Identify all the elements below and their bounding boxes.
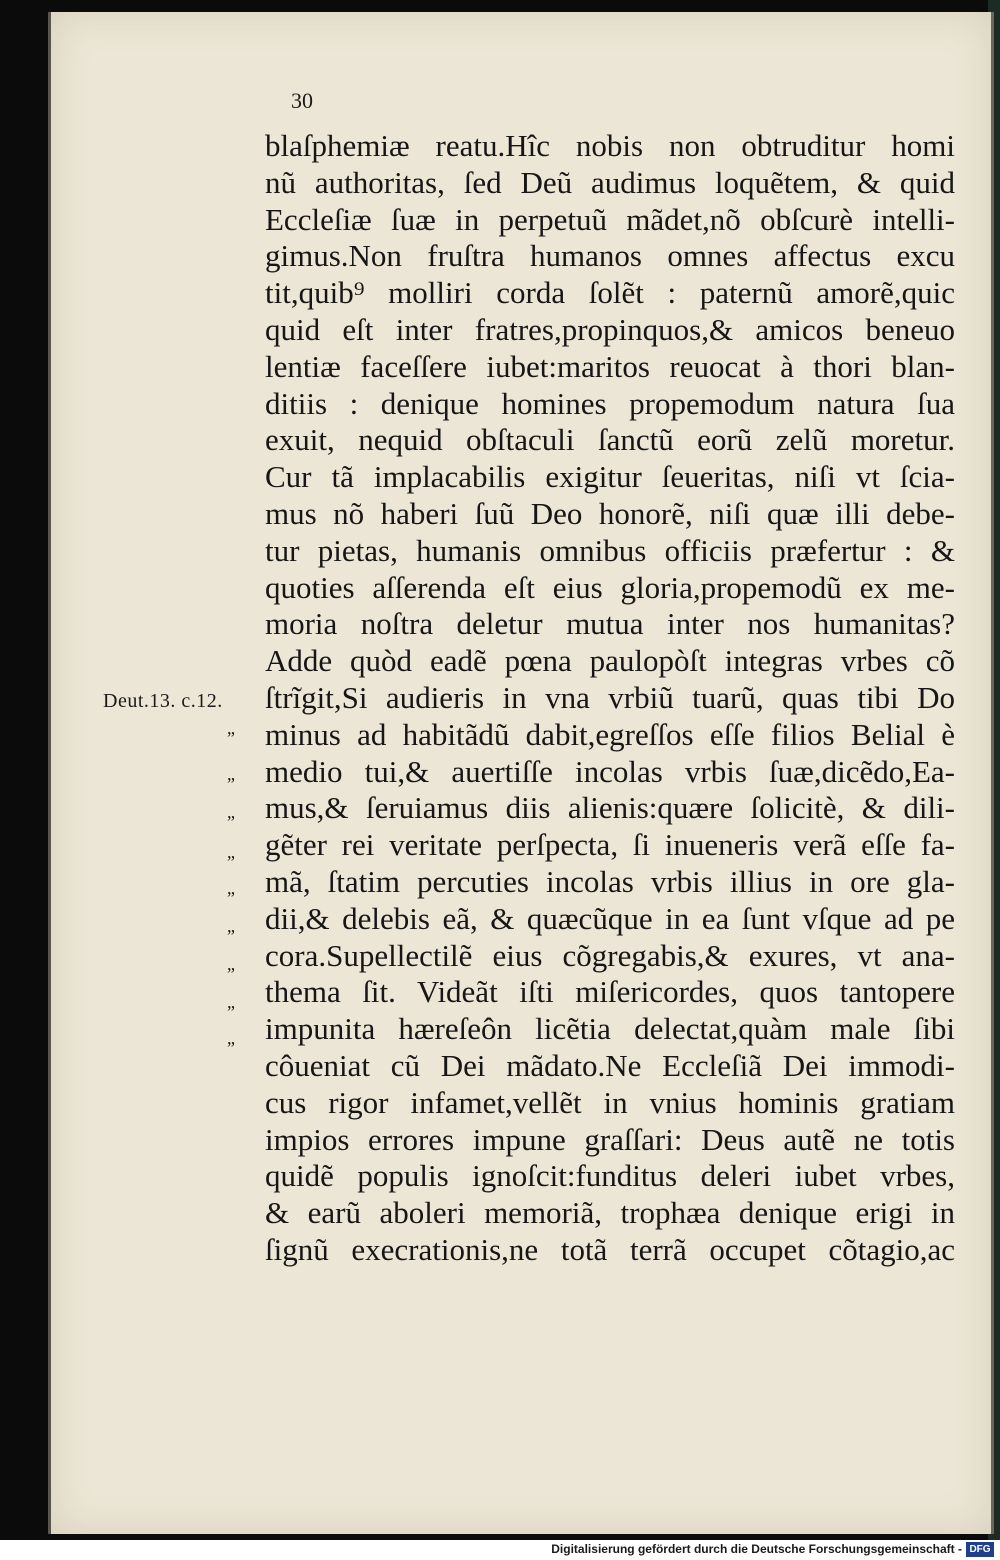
text-line: lentiæ faceſſere iubet:maritos reuocat à thori blan-	[265, 348, 955, 384]
funding-credit: Digitalisierung gefördert durch die Deutsche Forschungsgemeinschaft -	[551, 1542, 962, 1556]
text-line: côueniat cũ Dei mãdato.Ne Eccleſiã Dei immodi-	[265, 1047, 955, 1083]
text-line: gẽter rei veritate perſpecta, ſi inueneris verã eſſe fa-	[265, 827, 955, 863]
text-line: exuit, nequid obſtaculi ſanctũ eorũ zelũ moretur.	[265, 422, 955, 458]
margin-quote-mark: ”	[227, 1038, 235, 1058]
text-line: mus nõ haberi ſuũ Deo honorẽ, niſi quæ illi debe-	[265, 495, 955, 531]
body-text	[265, 128, 955, 1269]
margin-quote-mark: ”	[227, 852, 235, 872]
text-line: dii,& delebis eã, & quæcũque in ea ſunt vſque ad pe	[265, 900, 955, 936]
text-line: nũ authoritas, ſed Deũ audimus loquẽtem, & quid	[265, 164, 955, 200]
margin-quote-mark: ”	[227, 774, 235, 794]
text-line: & earũ aboleri memoriã, trophæa denique erigi in	[265, 1195, 955, 1231]
text-line: Eccleſiæ ſuæ in perpetuũ mãdet,nõ obſcurè intelli-	[265, 201, 955, 237]
text-line: thema ſit. Videãt iſti miſericordes, quos tantopere	[265, 974, 955, 1010]
footer-bar	[0, 1540, 1000, 1560]
page-number: 30	[291, 88, 313, 113]
text-line: quoties aſſerenda eſt eius gloria,propemodũ ex me-	[265, 569, 955, 605]
margin-quote-mark: ”	[227, 964, 235, 984]
text-line: ſtrĩgit,Si audieris in vna vrbiũ tuarũ, quas tibi Do	[265, 679, 955, 715]
text-line: moria noſtra deletur mutua inter nos humanitas?	[265, 606, 955, 642]
margin-quote-mark: ”	[227, 812, 235, 832]
text-line: mã, ſtatim percuties incolas vrbis illius in ore gla-	[265, 863, 955, 899]
text-line: blaſphemiæ reatu.Hîc nobis non obtruditur homi	[265, 128, 955, 163]
text-line: medio tui,& auertiſſe incolas vrbis ſuæ,dicẽdo,Ea-	[265, 753, 955, 789]
text-line: impunita hæreſeôn licẽtia delectat,quàm male ſibi	[265, 1011, 955, 1047]
margin-quote-mark: ”	[227, 1002, 235, 1022]
margin-reference-note: Deut.13. c.12.	[103, 690, 223, 712]
text-line: impios errores impune graſſari: Deus autẽ ne totis	[265, 1121, 955, 1157]
margin-quote-mark: ”	[227, 926, 235, 946]
margin-quote-mark: ”	[227, 728, 235, 748]
text-line: cus rigor infamet,vellẽt in vnius hominis gratiam	[265, 1084, 955, 1120]
text-line: Adde quòd eadẽ pœna paulopòſt integras vrbes cõ	[265, 643, 955, 679]
margin-quote-mark: ”	[227, 888, 235, 908]
text-line: ditiis : denique homines propemodum natura ſua	[265, 385, 955, 421]
text-line: ſignũ execrationis,ne totã terrã occupet cõtagio,ac	[265, 1231, 955, 1267]
text-line: minus ad habitãdũ dabit,egreſſos eſſe filios Belial è	[265, 716, 955, 752]
text-line: quid eſt inter fratres,propinquos,& amicos beneuo	[265, 311, 955, 347]
text-line: Cur tã implacabilis exigitur ſeueritas, niſi vt ſcia-	[265, 459, 955, 495]
text-line: tit,quib⁹ molliri corda ſolẽt : paternũ amorẽ,quic	[265, 275, 955, 311]
text-line: tur pietas, humanis omnibus officiis præfertur : &	[265, 532, 955, 568]
text-line: cora.Supellectilẽ eius cõgregabis,& exures, vt ana-	[265, 937, 955, 973]
text-line: gimus.Non fruſtra humanos omnes affectus excu	[265, 238, 955, 274]
text-line: quidẽ populis ignoſcit:funditus deleri iubet vrbes,	[265, 1158, 955, 1194]
book-page	[48, 12, 994, 1534]
text-line: mus,& ſeruiamus diis alienis:quære ſolicitè, & dili-	[265, 790, 955, 826]
dfg-logo: DFG	[966, 1542, 994, 1557]
